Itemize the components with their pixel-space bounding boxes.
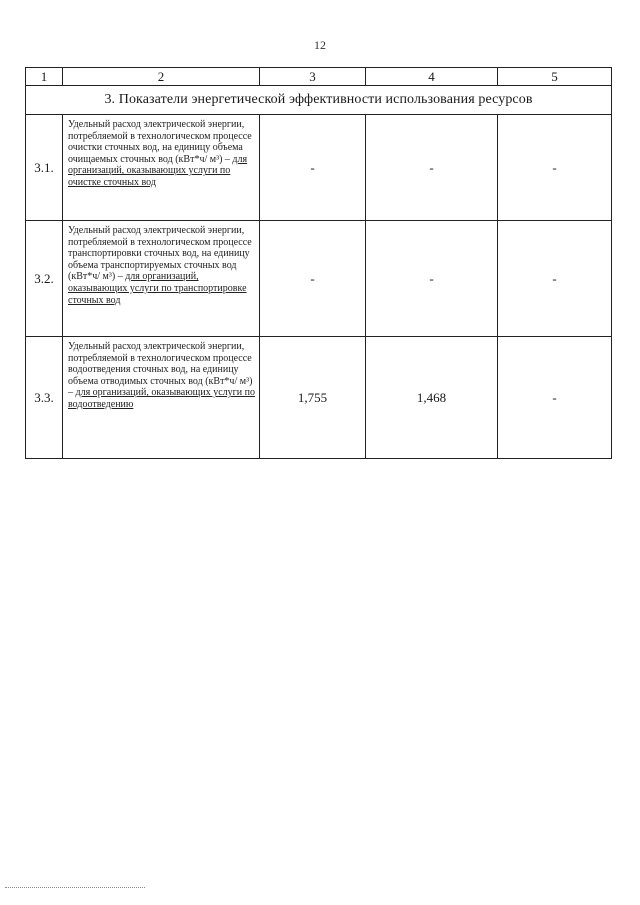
row-number: 3.2. xyxy=(26,221,63,337)
row-description xyxy=(63,337,260,459)
description-separator: – xyxy=(115,271,126,283)
row-number: 3.1. xyxy=(26,115,63,221)
description-target: для организаций, оказывающих услуги по водоотведению xyxy=(68,387,255,410)
value-col5: - xyxy=(498,337,612,459)
indicators-table xyxy=(25,67,612,459)
value-col4: 1,468 xyxy=(366,337,498,459)
row-description xyxy=(63,115,260,221)
description-separator: – xyxy=(68,387,76,399)
description-separator: – xyxy=(222,153,233,165)
description-main: Удельный расход электрической энергии, потребляемой в технологическом процессе очистки сточных вод, на единицу объема очищаемых сточных вод (кВт*ч/ м³) xyxy=(68,119,252,165)
column-header: 3 xyxy=(260,68,366,86)
page-number: 12 xyxy=(314,38,326,52)
section-title: 3. Показатели энергетической эффективности использования ресурсов xyxy=(26,86,612,115)
value-col3: - xyxy=(260,221,366,337)
description-main: Удельный расход электрической энергии, потребляемой в технологическом процессе транспортировки сточных вод, на единицу объема транспортируемых сточных вод (кВт*ч/ м³) xyxy=(68,225,252,283)
value-col3: - xyxy=(260,115,366,221)
table-header-row xyxy=(26,68,612,86)
description-main: Удельный расход электрической энергии, потребляемой в технологическом процессе водоотведения сточных вод, на единицу объема отводимых сточных вод (кВт*ч/ м³) xyxy=(68,341,253,387)
value-col4: - xyxy=(366,221,498,337)
value-col4: - xyxy=(366,115,498,221)
value-col3: 1,755 xyxy=(260,337,366,459)
column-header: 5 xyxy=(498,68,612,86)
row-number: 3.3. xyxy=(26,337,63,459)
description-target: для организаций, оказывающих услуги по очистке сточных вод xyxy=(68,153,248,188)
description-target: для организаций, оказывающих услуги по транспортировке сточных вод xyxy=(68,271,247,306)
column-header: 2 xyxy=(63,68,260,86)
value-col5: - xyxy=(498,221,612,337)
table-row xyxy=(26,115,612,221)
section-title-row xyxy=(26,86,612,115)
value-col5: - xyxy=(498,115,612,221)
footnote-divider xyxy=(5,887,145,888)
table-row xyxy=(26,337,612,459)
column-header: 4 xyxy=(366,68,498,86)
table-row xyxy=(26,221,612,337)
row-description xyxy=(63,221,260,337)
column-header: 1 xyxy=(26,68,63,86)
